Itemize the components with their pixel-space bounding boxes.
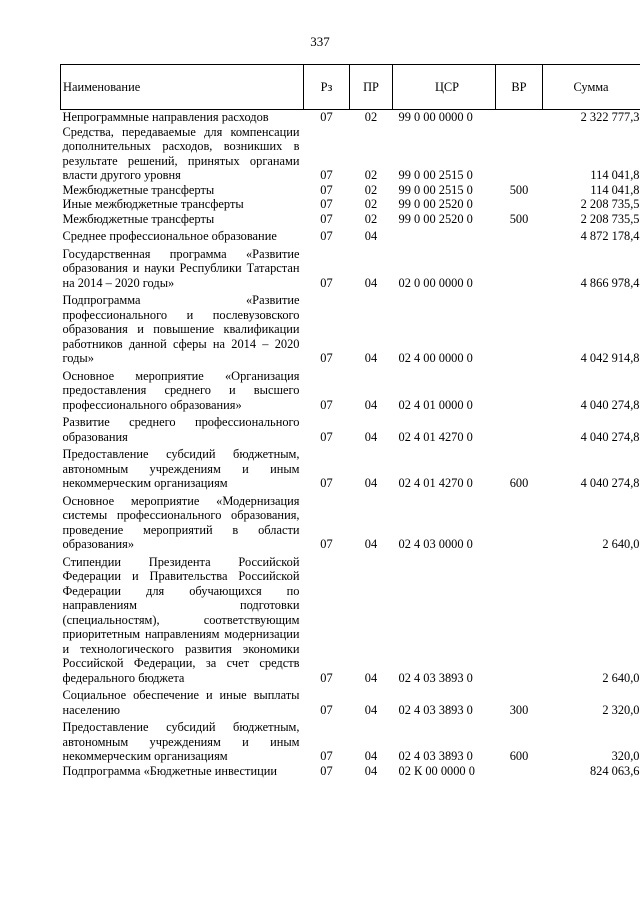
row-rz: 07 xyxy=(320,702,333,717)
row-sum: 114 041,8 xyxy=(590,182,640,197)
row-name: Предоставление субсидий бюджетным, автономным учреждениям и иным некоммерческим организациям xyxy=(62,720,300,763)
row-pr: 02 xyxy=(364,211,378,226)
row-pr: 02 xyxy=(364,168,378,182)
row-rz: 07 xyxy=(320,397,333,412)
table-row xyxy=(61,110,640,125)
row-csr: 02 0 00 0000 0 xyxy=(398,275,473,290)
table-row xyxy=(61,366,640,413)
row-name: Средства, передаваемые для компенсации дополнительных расходов, возникших в результате решений, принятых органами власти другого уровня xyxy=(62,124,300,182)
row-pr: 04 xyxy=(364,749,378,763)
table-row xyxy=(61,444,640,491)
row-vr xyxy=(496,552,543,686)
row-vr xyxy=(496,110,543,125)
row-sum: 2 320,0 xyxy=(602,702,640,717)
header-pr: ПР xyxy=(350,65,393,110)
row-pr: 04 xyxy=(364,702,378,717)
header-vr: ВР xyxy=(496,65,543,110)
row-name: Межбюджетные трансферты xyxy=(62,211,215,226)
row-vr xyxy=(496,491,543,552)
row-rz: 07 xyxy=(320,537,333,551)
row-csr: 99 0 00 2515 0 xyxy=(398,168,473,182)
row-vr: 500 xyxy=(509,211,529,226)
row-rz: 07 xyxy=(320,429,333,444)
header-sum: Сумма xyxy=(543,65,640,110)
row-csr: 02 4 03 3893 0 xyxy=(398,670,473,685)
row-sum: 320,0 xyxy=(611,749,640,763)
row-pr: 04 xyxy=(364,476,378,490)
row-sum: 4 040 274,8 xyxy=(580,429,640,444)
row-name: Непрограммные направления расходов xyxy=(62,110,269,124)
table-row xyxy=(61,717,640,764)
row-rz: 07 xyxy=(320,476,333,490)
table-row xyxy=(61,244,640,291)
row-csr: 99 0 00 2520 0 xyxy=(398,211,473,226)
row-vr: 300 xyxy=(509,702,529,717)
row-csr: 02 4 00 0000 0 xyxy=(398,351,473,365)
row-rz: 07 xyxy=(320,182,333,197)
row-rz: 07 xyxy=(320,168,333,182)
row-vr xyxy=(496,197,543,212)
row-name: Стипендии Президента Российской Федерации и Правительства Российской Федерации для обучающихся по направлениям подготовки (специальностям), соответствующим приоритетным направлениям модернизации и технологического развития экономики Российской Федерации, за счет средств федерального бюджета xyxy=(62,554,300,685)
row-pr: 04 xyxy=(364,429,378,444)
row-name: Основное мероприятие «Модернизация системы профессионального образования, проведение мероприятий в области образования» xyxy=(62,493,300,551)
row-vr: 500 xyxy=(509,182,529,197)
row-vr xyxy=(496,412,543,444)
table-row xyxy=(61,226,640,244)
row-csr xyxy=(393,226,496,244)
row-vr xyxy=(496,764,543,779)
row-rz: 07 xyxy=(320,110,333,124)
row-rz: 07 xyxy=(320,229,333,243)
row-csr: 02 4 01 4270 0 xyxy=(398,429,473,444)
row-rz: 07 xyxy=(320,275,333,290)
row-sum: 4 040 274,8 xyxy=(580,397,640,412)
row-name: Предоставление субсидий бюджетным, автономным учреждениям и иным некоммерческим организациям xyxy=(62,447,300,490)
row-sum: 2 208 735,5 xyxy=(580,197,640,211)
row-sum: 2 322 777,3 xyxy=(580,110,640,124)
row-csr: 02 4 01 4270 0 xyxy=(398,476,473,490)
row-pr: 02 xyxy=(364,182,378,197)
row-pr: 02 xyxy=(364,110,378,124)
row-name: Среднее профессиональное образование xyxy=(62,229,277,243)
row-pr: 04 xyxy=(364,397,378,412)
page-number: 337 xyxy=(310,34,330,49)
row-rz: 07 xyxy=(320,197,333,211)
row-sum: 2 208 735,5 xyxy=(580,211,640,226)
table-row xyxy=(61,412,640,444)
row-sum: 114 041,8 xyxy=(590,168,640,182)
table-row xyxy=(61,685,640,717)
budget-table xyxy=(60,64,640,778)
row-vr xyxy=(496,366,543,413)
row-name: Государственная программа «Развитие образования и науки Республики Татарстан на 2014 – 2020 годы» xyxy=(62,246,300,290)
row-sum: 824 063,6 xyxy=(589,763,640,778)
row-sum: 4 040 274,8 xyxy=(580,476,640,490)
table-row xyxy=(61,491,640,552)
row-pr: 04 xyxy=(364,275,378,290)
row-sum: 4 866 978,4 xyxy=(580,275,640,290)
row-vr xyxy=(496,244,543,291)
row-name: Подпрограмма «Бюджетные инвестиции xyxy=(62,763,277,778)
row-pr: 04 xyxy=(364,670,378,685)
row-sum: 2 640,0 xyxy=(602,537,640,551)
row-csr: 02 4 03 3893 0 xyxy=(398,702,473,717)
header-rz: Рз xyxy=(304,65,350,110)
row-rz: 07 xyxy=(320,351,333,365)
row-rz: 07 xyxy=(320,749,333,763)
row-name: Подпрограмма «Развитие профессионального и послевузовского образования и повышение квалификации работников данной сферы на 2014 – 2020 годы» xyxy=(62,293,300,365)
row-name: Межбюджетные трансферты xyxy=(62,182,215,197)
row-rz: 07 xyxy=(320,763,333,778)
table-header-row xyxy=(61,65,640,110)
header-csr: ЦСР xyxy=(393,65,496,110)
row-csr: 02 4 03 3893 0 xyxy=(398,749,473,763)
table-row xyxy=(61,212,640,227)
row-name: Развитие среднего профессионального образования xyxy=(62,415,300,444)
row-csr: 99 0 00 0000 0 xyxy=(398,110,473,124)
row-csr: 02 4 01 0000 0 xyxy=(398,397,473,412)
row-pr: 04 xyxy=(364,229,378,243)
row-pr: 04 xyxy=(364,537,378,551)
row-name: Основное мероприятие «Организация предоставления среднего и высшего профессионального образования» xyxy=(62,368,300,412)
table-row xyxy=(61,764,640,779)
row-pr: 04 xyxy=(364,351,378,365)
table-body xyxy=(61,110,640,779)
row-name: Иные межбюджетные трансферты xyxy=(62,197,244,211)
table-row xyxy=(61,183,640,198)
row-csr: 99 0 00 2515 0 xyxy=(398,182,473,197)
row-pr: 04 xyxy=(364,763,378,778)
table-row xyxy=(61,125,640,183)
row-sum: 4 042 914,8 xyxy=(580,351,640,365)
row-rz: 07 xyxy=(320,211,333,226)
row-vr xyxy=(496,290,543,366)
row-vr xyxy=(496,125,543,183)
row-vr: 600 xyxy=(509,476,529,490)
header-name: Наименование xyxy=(61,65,304,110)
row-csr: 02 К 00 0000 0 xyxy=(398,763,475,778)
row-sum: 4 872 178,4 xyxy=(580,229,640,243)
row-name: Социальное обеспечение и иные выплаты населению xyxy=(62,688,300,717)
row-vr xyxy=(496,226,543,244)
row-rz: 07 xyxy=(320,670,333,685)
table-row xyxy=(61,290,640,366)
table-row xyxy=(61,197,640,212)
row-csr: 02 4 03 0000 0 xyxy=(398,537,473,551)
row-vr: 600 xyxy=(509,749,529,763)
row-pr: 02 xyxy=(364,197,378,211)
row-sum: 2 640,0 xyxy=(602,670,640,685)
table-row xyxy=(61,552,640,686)
row-csr: 99 0 00 2520 0 xyxy=(398,197,473,211)
